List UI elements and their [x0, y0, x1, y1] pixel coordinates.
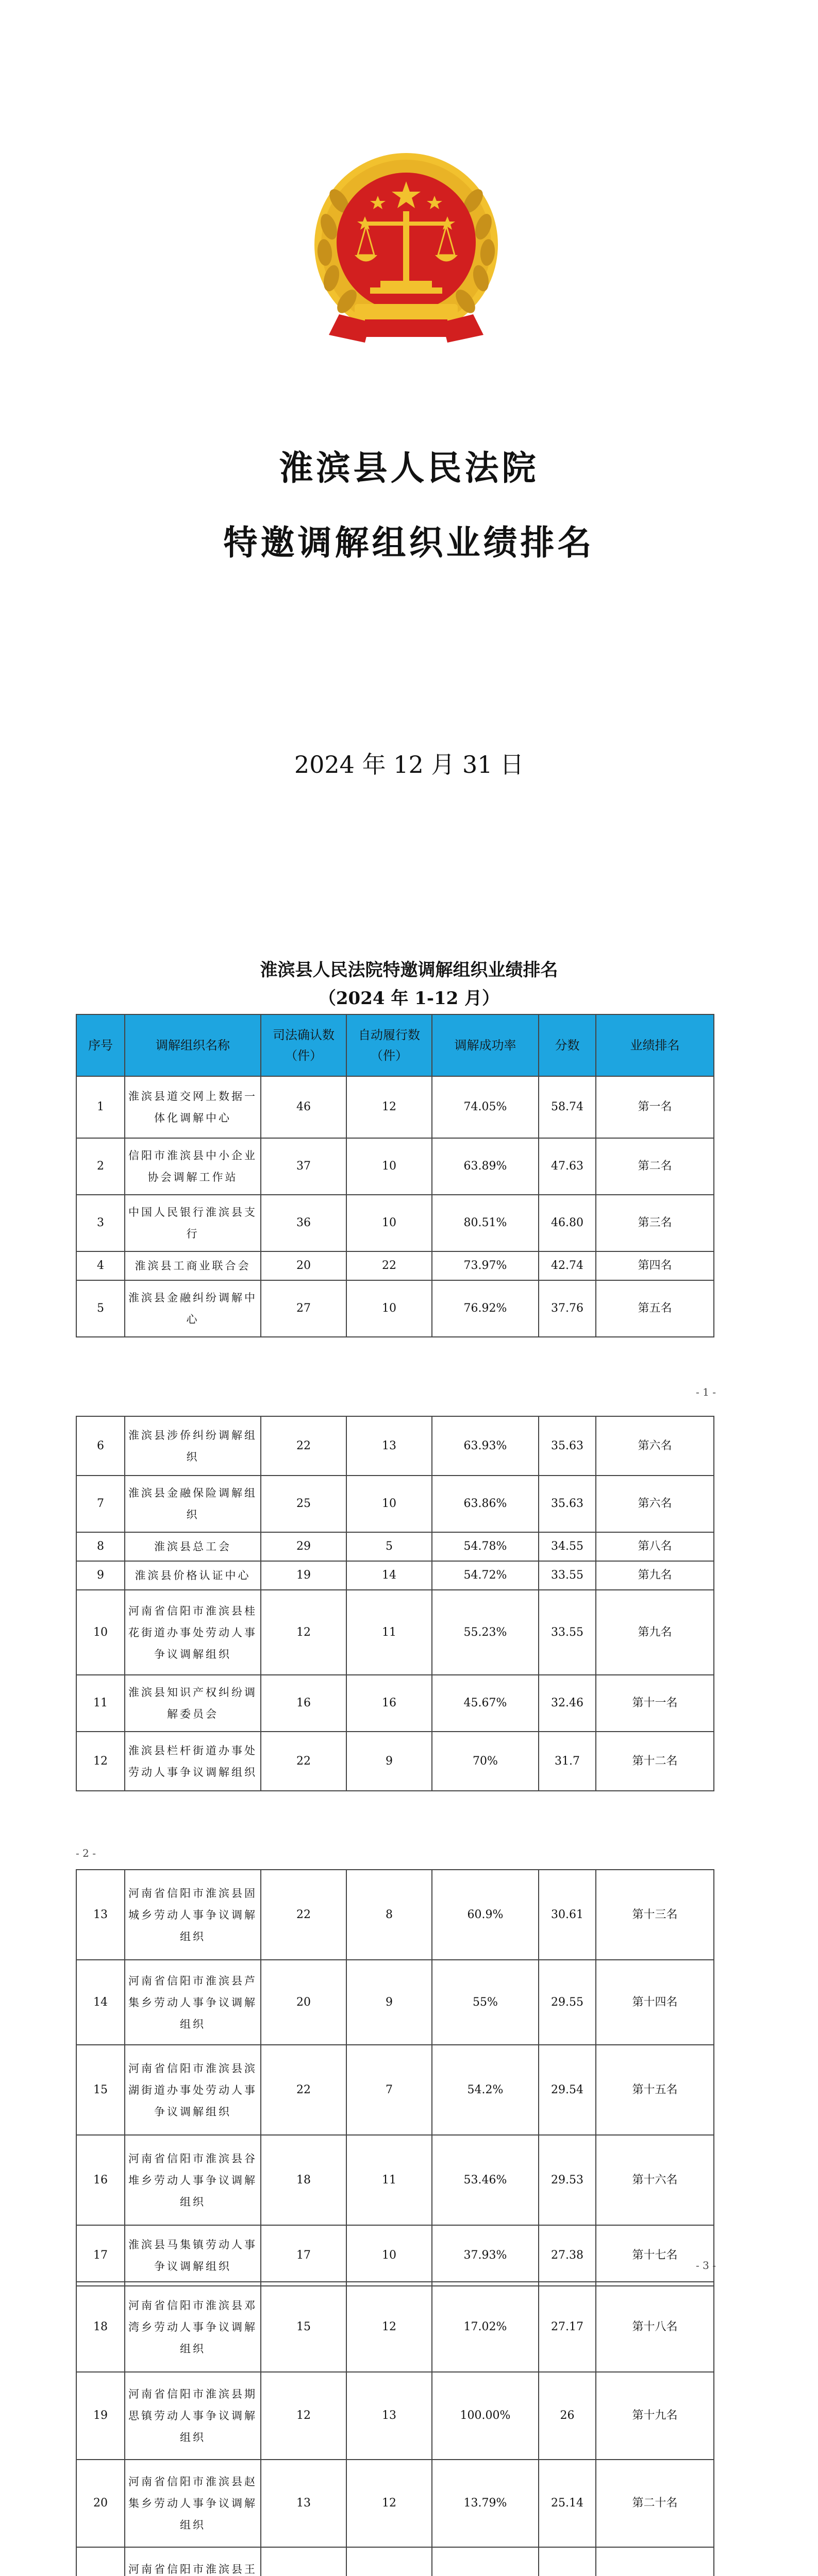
score-cell: 34.55 — [539, 1532, 596, 1561]
org-name-cell: 淮滨县涉侨纠纷调解组织 — [125, 1416, 261, 1476]
table-row — [76, 2547, 714, 2576]
ranking-cell: 第十一名 — [596, 1675, 714, 1732]
table-row — [76, 1732, 714, 1791]
table-row — [76, 2225, 714, 2286]
judicial-confirm-cell: 25 — [261, 1476, 346, 1532]
judicial-confirm-cell: 22 — [261, 2045, 346, 2135]
ranking-cell: 第一名 — [596, 1076, 714, 1138]
success-rate-cell: 70% — [432, 1732, 539, 1791]
header-cell: 自动履行数（件） — [346, 1014, 432, 1076]
auto-fulfill-cell: 16 — [346, 1675, 432, 1732]
judicial-confirm-cell: 12 — [261, 2372, 346, 2460]
ranking-table-page-3 — [76, 1869, 714, 2286]
ranking-cell: 第四名 — [596, 1251, 714, 1280]
page-number: - 3 - — [696, 2259, 716, 2272]
ranking-cell: 第十六名 — [596, 2135, 714, 2225]
judicial-confirm-cell: 29 — [261, 1532, 346, 1561]
rank-no-cell: 5 — [76, 1280, 125, 1337]
score-cell: 25.14 — [539, 2460, 596, 2547]
success-rate-cell: 45.67% — [432, 1675, 539, 1732]
table-row — [76, 1561, 714, 1590]
auto-fulfill-cell: 8 — [346, 1870, 432, 1960]
rank-no-cell: 4 — [76, 1251, 125, 1280]
table-row — [76, 1416, 714, 1476]
table-row — [76, 1532, 714, 1561]
ranking-cell: 第十二名 — [596, 1732, 714, 1791]
ranking-cell: 第三名 — [596, 1195, 714, 1251]
rank-no-cell: 7 — [76, 1476, 125, 1532]
rank-no-cell: 10 — [76, 1590, 125, 1675]
auto-fulfill-cell: 12 — [346, 2282, 432, 2372]
judicial-confirm-cell: 12 — [261, 1590, 346, 1675]
rank-no-cell: 18 — [76, 2282, 125, 2372]
table-row — [76, 2045, 714, 2135]
auto-fulfill-cell: 10 — [346, 1138, 432, 1195]
success-rate-cell: 53.46% — [432, 2135, 539, 2225]
rank-no-cell: 12 — [76, 1732, 125, 1791]
document-date: 2024 年 12 月 31 日 — [294, 751, 524, 778]
org-name-cell: 中国人民银行淮滨县支行 — [125, 1195, 261, 1251]
table-row — [76, 2372, 714, 2460]
judicial-confirm-cell: 16 — [261, 1675, 346, 1732]
score-cell: 33.55 — [539, 1561, 596, 1590]
org-name-cell: 淮滨县知识产权纠纷调解委员会 — [125, 1675, 261, 1732]
table-period: （2024 年 1-12 月） — [318, 988, 500, 1009]
ranking-cell — [596, 2547, 714, 2576]
table-row — [76, 1251, 714, 1280]
org-name-cell: 淮滨县价格认证中心 — [125, 1561, 261, 1590]
judicial-confirm-cell: 27 — [261, 1280, 346, 1337]
auto-fulfill-cell: 11 — [346, 2135, 432, 2225]
ranking-cell: 第十三名 — [596, 1870, 714, 1960]
org-name-cell: 河南省信阳市淮滨县桂花街道办事处劳动人事争议调解组织 — [125, 1590, 261, 1675]
org-name-cell: 河南省信阳市淮滨县芦集乡劳动人事争议调解组织 — [125, 1960, 261, 2045]
ranking-cell: 第八名 — [596, 1532, 714, 1561]
judicial-confirm-cell: 36 — [261, 1195, 346, 1251]
rank-no-cell: 2 — [76, 1138, 125, 1195]
score-cell: 33.55 — [539, 1590, 596, 1675]
rank-no-cell: 13 — [76, 1870, 125, 1960]
ranking-table-page-1 — [76, 1014, 714, 1337]
score-cell: 30.61 — [539, 1870, 596, 1960]
rank-no-cell: 16 — [76, 2135, 125, 2225]
auto-fulfill-cell: 13 — [346, 2372, 432, 2460]
score-cell: 58.74 — [539, 1076, 596, 1138]
table-row — [76, 1280, 714, 1337]
table-header-row — [76, 1014, 714, 1076]
org-name-cell: 淮滨县栏杆街道办事处劳动人事争议调解组织 — [125, 1732, 261, 1791]
court-emblem-icon — [308, 149, 504, 355]
judicial-confirm-cell: 22 — [261, 1416, 346, 1476]
ranking-cell: 第九名 — [596, 1561, 714, 1590]
header-cell: 司法确认数（件） — [261, 1014, 346, 1076]
judicial-confirm-cell: 22 — [261, 1870, 346, 1960]
score-cell: 26 — [539, 2372, 596, 2460]
score-cell: 29.53 — [539, 2135, 596, 2225]
judicial-confirm-cell: 17 — [261, 2225, 346, 2286]
page-number: - 2 - — [76, 1847, 96, 1859]
score-cell: 35.63 — [539, 1476, 596, 1532]
score-cell: 31.7 — [539, 1732, 596, 1791]
org-name-cell: 河南省信阳市淮滨县谷堆乡劳动人事争议调解组织 — [125, 2135, 261, 2225]
judicial-confirm-cell: 20 — [261, 1251, 346, 1280]
table-row — [76, 1476, 714, 1532]
ranking-table-page-2 — [76, 1416, 714, 1791]
rank-no-cell — [76, 2547, 125, 2576]
success-rate-cell: 55% — [432, 1960, 539, 2045]
document-subtitle: 特邀调解组织业绩排名 — [223, 522, 595, 563]
table-row — [76, 1138, 714, 1195]
success-rate-cell: 73.97% — [432, 1251, 539, 1280]
ranking-cell: 第十四名 — [596, 1960, 714, 2045]
auto-fulfill-cell: 10 — [346, 1476, 432, 1532]
score-cell: 37.76 — [539, 1280, 596, 1337]
success-rate-cell: 74.05% — [432, 1076, 539, 1138]
auto-fulfill-cell: 5 — [346, 1532, 432, 1561]
auto-fulfill-cell: 13 — [346, 1416, 432, 1476]
header-cell: 序号 — [76, 1014, 125, 1076]
rank-no-cell: 1 — [76, 1076, 125, 1138]
document-title: 淮滨县人民法院 — [279, 448, 539, 488]
success-rate-cell: 63.89% — [432, 1138, 539, 1195]
success-rate-cell: 13.79% — [432, 2460, 539, 2547]
judicial-confirm-cell: 22 — [261, 1732, 346, 1791]
auto-fulfill-cell: 10 — [346, 1280, 432, 1337]
score-cell: 47.63 — [539, 1138, 596, 1195]
header-cell: 调解成功率 — [432, 1014, 539, 1076]
score-cell: 32.46 — [539, 1675, 596, 1732]
success-rate-cell: 55.23% — [432, 1590, 539, 1675]
rank-no-cell: 6 — [76, 1416, 125, 1476]
auto-fulfill-cell: 22 — [346, 1251, 432, 1280]
table-row — [76, 2282, 714, 2372]
judicial-confirm-cell: 20 — [261, 1960, 346, 2045]
auto-fulfill-cell: 7 — [346, 2045, 432, 2135]
score-cell: 35.63 — [539, 1416, 596, 1476]
auto-fulfill-cell: 12 — [346, 2460, 432, 2547]
table-row — [76, 2135, 714, 2225]
auto-fulfill-cell — [346, 2547, 432, 2576]
auto-fulfill-cell: 9 — [346, 1732, 432, 1791]
rank-no-cell: 3 — [76, 1195, 125, 1251]
ranking-cell: 第二名 — [596, 1138, 714, 1195]
judicial-confirm-cell: 37 — [261, 1138, 346, 1195]
rank-no-cell: 20 — [76, 2460, 125, 2547]
auto-fulfill-cell: 9 — [346, 1960, 432, 2045]
table-row — [76, 1195, 714, 1251]
success-rate-cell: 37.93% — [432, 2225, 539, 2286]
table-title: 淮滨县人民法院特邀调解组织业绩排名 — [260, 960, 558, 980]
org-name-cell: 河南省信阳市淮滨县固城乡劳动人事争议调解组织 — [125, 1870, 261, 1960]
rank-no-cell: 15 — [76, 2045, 125, 2135]
success-rate-cell: 63.93% — [432, 1416, 539, 1476]
table-row — [76, 1675, 714, 1732]
header-cell: 分数 — [539, 1014, 596, 1076]
page-number: - 1 - — [696, 1386, 716, 1398]
rank-no-cell: 11 — [76, 1675, 125, 1732]
table-row — [76, 2460, 714, 2547]
rank-no-cell: 8 — [76, 1532, 125, 1561]
judicial-confirm-cell: 15 — [261, 2282, 346, 2372]
success-rate-cell: 54.78% — [432, 1532, 539, 1561]
ranking-cell: 第六名 — [596, 1476, 714, 1532]
org-name-cell: 淮滨县道交网上数据一体化调解中心 — [125, 1076, 261, 1138]
ranking-cell: 第十九名 — [596, 2372, 714, 2460]
score-cell: 42.74 — [539, 1251, 596, 1280]
auto-fulfill-cell: 10 — [346, 2225, 432, 2286]
score-cell — [539, 2547, 596, 2576]
table-row — [76, 1870, 714, 1960]
rank-no-cell: 14 — [76, 1960, 125, 2045]
table-row — [76, 1590, 714, 1675]
auto-fulfill-cell: 11 — [346, 1590, 432, 1675]
header-cell: 调解组织名称 — [125, 1014, 261, 1076]
success-rate-cell: 100.00% — [432, 2372, 539, 2460]
success-rate-cell: 76.92% — [432, 1280, 539, 1337]
rank-no-cell: 9 — [76, 1561, 125, 1590]
success-rate-cell: 80.51% — [432, 1195, 539, 1251]
org-name-cell: 河南省信阳市淮滨县赵集乡劳动人事争议调解组织 — [125, 2460, 261, 2547]
org-name-cell: 淮滨县总工会 — [125, 1532, 261, 1561]
score-cell: 27.17 — [539, 2282, 596, 2372]
org-name-cell: 淮滨县金融纠纷调解中心 — [125, 1280, 261, 1337]
ranking-cell: 第十八名 — [596, 2282, 714, 2372]
ranking-cell: 第九名 — [596, 1590, 714, 1675]
auto-fulfill-cell: 10 — [346, 1195, 432, 1251]
ranking-cell: 第十七名 — [596, 2225, 714, 2286]
org-name-cell: 河南省信阳市淮滨县邓湾乡劳动人事争议调解组织 — [125, 2282, 261, 2372]
score-cell: 29.55 — [539, 1960, 596, 2045]
ranking-cell: 第六名 — [596, 1416, 714, 1476]
rank-no-cell: 17 — [76, 2225, 125, 2286]
table-row — [76, 1960, 714, 2045]
success-rate-cell: 54.72% — [432, 1561, 539, 1590]
org-name-cell: 淮滨县马集镇劳动人事争议调解组织 — [125, 2225, 261, 2286]
org-name-cell: 信阳市淮滨县中小企业协会调解工作站 — [125, 1138, 261, 1195]
score-cell: 27.38 — [539, 2225, 596, 2286]
ranking-cell: 第二十名 — [596, 2460, 714, 2547]
table-row — [76, 1076, 714, 1138]
success-rate-cell: 63.86% — [432, 1476, 539, 1532]
judicial-confirm-cell: 18 — [261, 2135, 346, 2225]
org-name-cell: 河南省信阳市淮滨县期思镇劳动人事争议调解组织 — [125, 2372, 261, 2460]
success-rate-cell: 54.2% — [432, 2045, 539, 2135]
header-cell: 业绩排名 — [596, 1014, 714, 1076]
org-name-cell: 淮滨县工商业联合会 — [125, 1251, 261, 1280]
judicial-confirm-cell: 19 — [261, 1561, 346, 1590]
ranking-cell: 第十五名 — [596, 2045, 714, 2135]
org-name-cell: 淮滨县金融保险调解组织 — [125, 1476, 261, 1532]
judicial-confirm-cell: 46 — [261, 1076, 346, 1138]
score-cell: 29.54 — [539, 2045, 596, 2135]
success-rate-cell — [432, 2547, 539, 2576]
rank-no-cell: 19 — [76, 2372, 125, 2460]
org-name-cell: 河南省信阳市淮滨县滨湖街道办事处劳动人事争议调解组织 — [125, 2045, 261, 2135]
auto-fulfill-cell: 12 — [346, 1076, 432, 1138]
org-name-cell: 河南省信阳市淮滨县王 — [125, 2547, 261, 2576]
score-cell: 46.80 — [539, 1195, 596, 1251]
ranking-cell: 第五名 — [596, 1280, 714, 1337]
ranking-table-page-4 — [76, 2281, 714, 2576]
judicial-confirm-cell: 13 — [261, 2460, 346, 2547]
success-rate-cell: 17.02% — [432, 2282, 539, 2372]
judicial-confirm-cell — [261, 2547, 346, 2576]
auto-fulfill-cell: 14 — [346, 1561, 432, 1590]
success-rate-cell: 60.9% — [432, 1870, 539, 1960]
